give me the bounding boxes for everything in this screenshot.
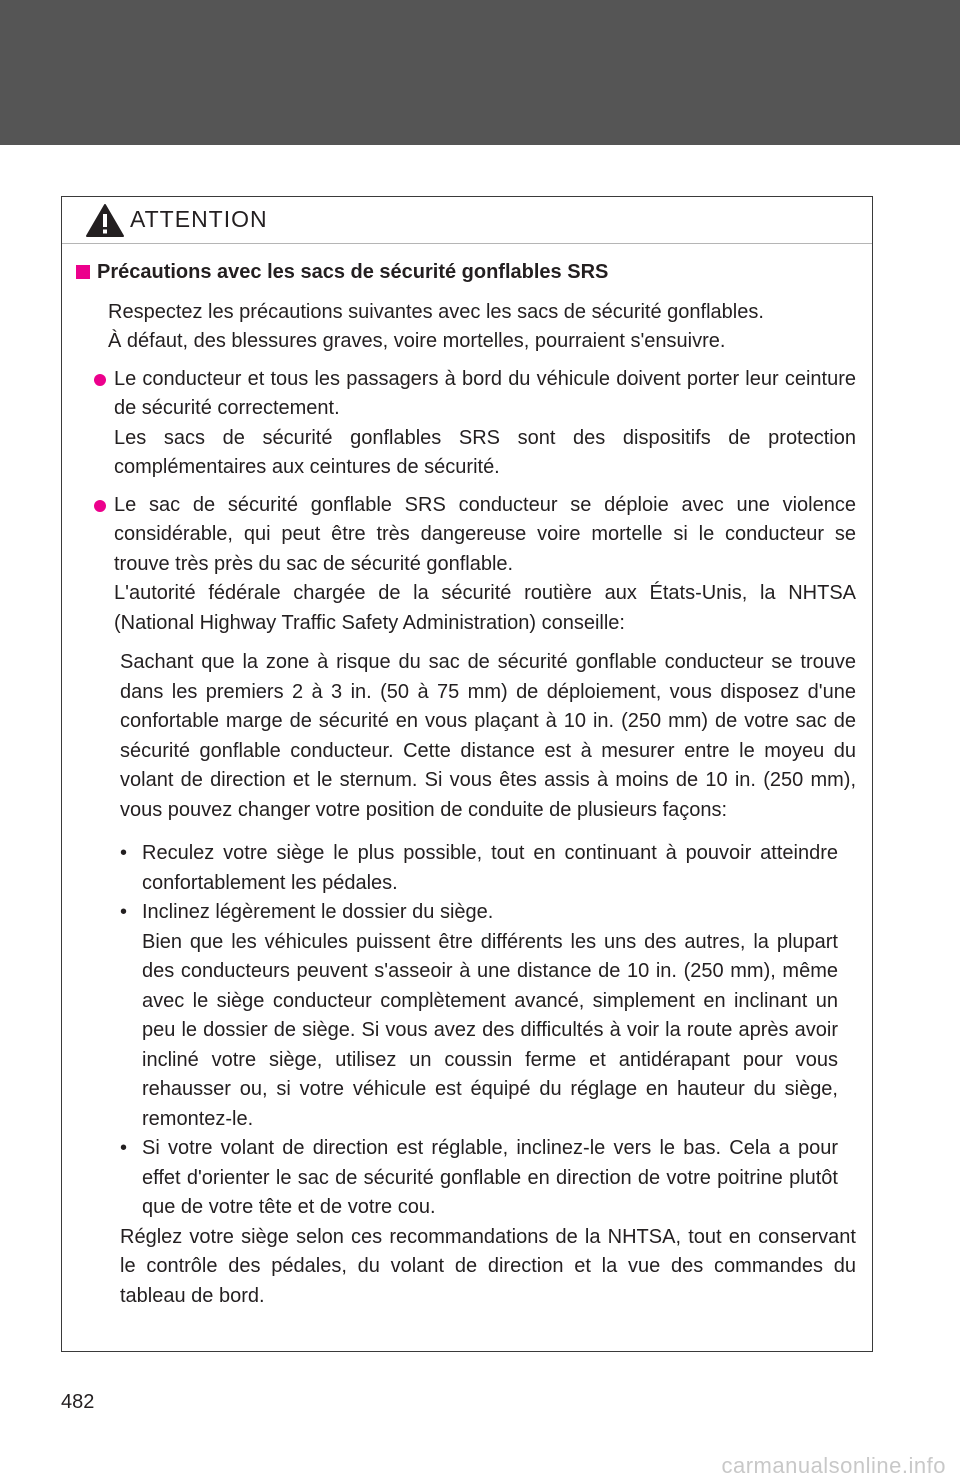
list-item-text: Bien que les véhicules puissent être différents les uns des autres, la plupart des conducteurs peuvent s'asseoir à une distance de 10 in. (250 mm), même avec le siège conducteur complètement avancé, simplement en inclinant un peu le dossier de siège. Si vous avez des difficultés à voir la route après avoir incliné votre siège, utilisez un coussin ferme et antidérapant pour vous rehausser ou, si votre véhicule est équipé du réglage en hauteur du siège, remontez-le. bbox=[142, 930, 838, 1130]
bullet-line: Les sacs de sécurité gonflables SRS sont des dispositifs de protection complémentaires aux ceintures de sécurité. bbox=[114, 426, 856, 478]
section-heading-text: Précautions avec les sacs de sécurité gonflables SRS bbox=[97, 261, 609, 283]
list-item bbox=[120, 1134, 838, 1223]
page-number: 482 bbox=[61, 1391, 95, 1413]
final-paragraph: Réglez votre siège selon ces recommandations de la NHTSA, tout en conservant le contrôle des pédales, du volant de direction et la vue des commandes du tableau de bord. bbox=[120, 1225, 856, 1307]
warning-triangle-icon bbox=[85, 203, 125, 238]
intro-line: À défaut, des blessures graves, voire mortelles, pourraient s'ensuivre. bbox=[108, 330, 726, 352]
attention-title: ATTENTION bbox=[130, 206, 268, 232]
nhtsa-quote: Sachant que la zone à risque du sac de sécurité gonflable conducteur se trouve dans les premiers 2 à 3 in. (50 à 75 mm) de déploiement, vous disposez d'une confortable marge de sécurité en vous plaçant à 10 in. (250 mm) de votre sac de sécurité gonflable conducteur. Cette distance est à mesurer entre le moyeu du volant de direction et le sternum. Si vous êtes assis à moins de 10 in. (250 mm), vous pouvez changer votre position de conduite de plusieurs façons: bbox=[120, 651, 856, 821]
bullet-item bbox=[76, 491, 856, 639]
intro-paragraph bbox=[108, 298, 856, 357]
list-item bbox=[120, 839, 838, 898]
list-item-text: Si votre volant de direction est réglable, inclinez-le vers le bas. Cela a pour effet d'orienter le sac de sécurité gonflable en direction de votre poitrine plutôt que de votre tête et de votre cou. bbox=[142, 1137, 838, 1218]
section-heading bbox=[76, 258, 856, 288]
bullet-item bbox=[76, 365, 856, 483]
attention-header bbox=[62, 197, 872, 244]
attention-box bbox=[61, 196, 873, 1352]
list-item bbox=[120, 898, 838, 1134]
bullet-line: L'autorité fédérale chargée de la sécurité routière aux États-Unis, la NHTSA (National Highway Traffic Safety Administration) conseille: bbox=[114, 582, 856, 634]
list-item-text: Inclinez légèrement le dossier du siège. bbox=[142, 901, 494, 923]
list-bullet: • bbox=[120, 1137, 128, 1159]
intro-line: Respectez les précautions suivantes avec les sacs de sécurité gonflables. bbox=[108, 300, 764, 323]
bullet-line: Le conducteur et tous les passagers à bord du véhicule doivent porter leur ceinture de sécurité correctement. bbox=[114, 367, 856, 419]
round-bullet-icon bbox=[94, 500, 106, 512]
bullet-line: Le sac de sécurité gonflable SRS conducteur se déploie avec une violence considérable, qui peut être très dangereuse voire mortelle si le conducteur se trouve très près du sac de sécurité gonflable. bbox=[114, 493, 856, 575]
square-bullet-icon bbox=[76, 265, 90, 279]
page-header-band bbox=[0, 0, 960, 145]
list-bullet: • bbox=[120, 842, 128, 864]
list-item-text: Reculez votre siège le plus possible, tout en continuant à pouvoir atteindre confortablement les pédales. bbox=[142, 842, 838, 894]
recommendation-list bbox=[120, 839, 838, 1223]
round-bullet-icon bbox=[94, 374, 106, 386]
list-bullet: • bbox=[120, 901, 128, 923]
watermark: carmanualsonline.info bbox=[721, 1453, 946, 1478]
attention-body bbox=[62, 243, 872, 1311]
